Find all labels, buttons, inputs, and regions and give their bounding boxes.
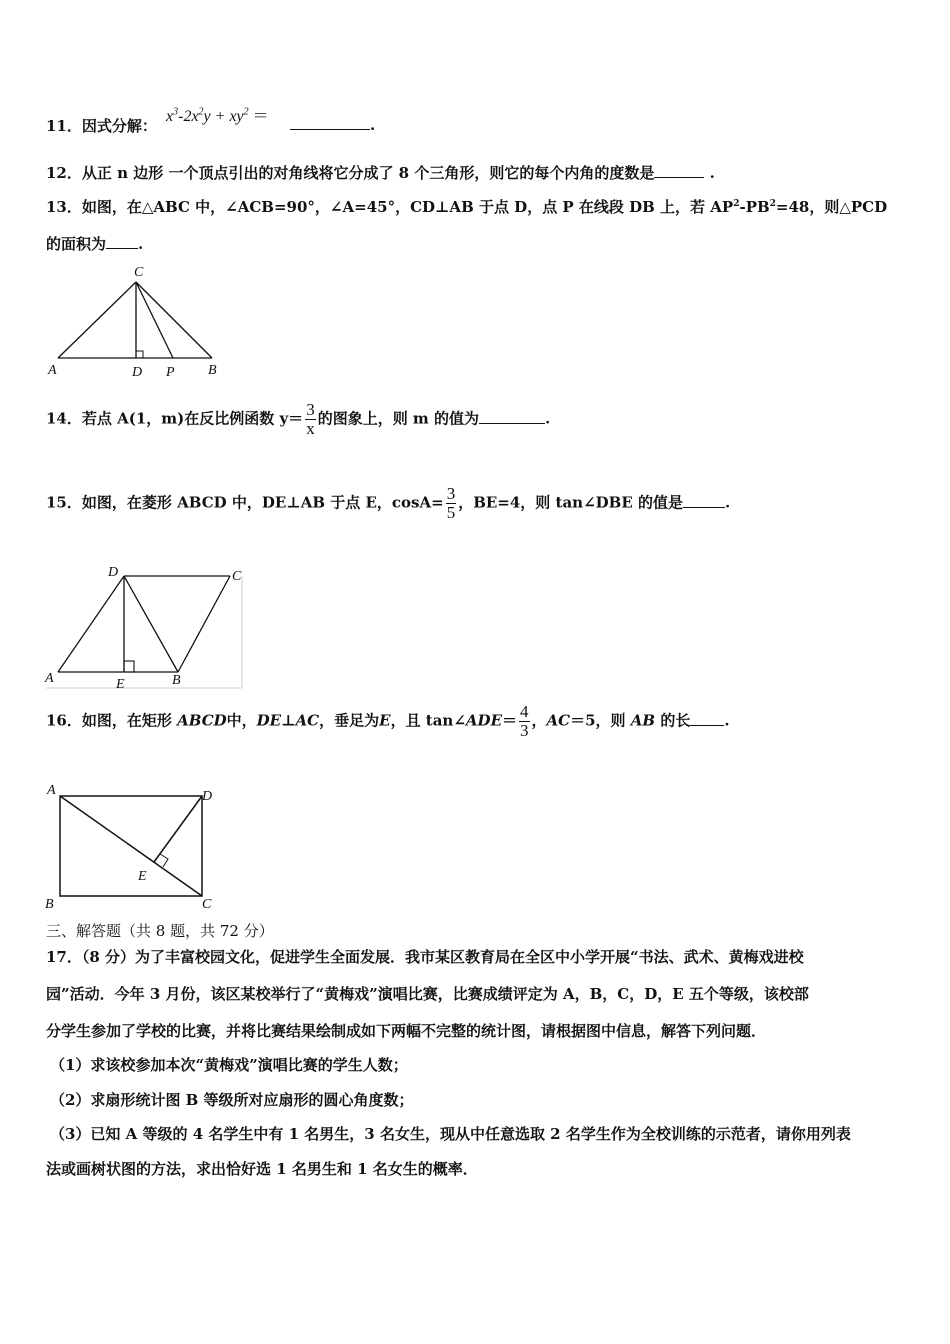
question-17-line2: 园”活动．今年 3 月份，该区某校举行了“黄梅戏”演唱比赛，比赛成绩评定为 A，B，C，D，E 五个等级，该校部	[46, 985, 809, 1003]
q14-answer-blank[interactable]	[479, 409, 545, 424]
question-16: 16．如图，在矩形 ABCD中，DE⊥AC，垂足为E，且 tan∠ADE＝ $\frac{4}{3}$ ，AC＝5，则 AB 的长 .	[46, 702, 730, 740]
segment-ad	[58, 576, 124, 672]
segment-ac	[58, 282, 136, 358]
q11-formula: $x^3-2x^2y + xy^2$ ＝	[166, 106, 269, 125]
q11-answer-blank[interactable]: .	[290, 115, 375, 134]
q15-fraction: $\frac{3}{5}$	[446, 484, 456, 522]
q14-fraction: $\frac{3}{x}$	[306, 400, 315, 438]
label-e: E	[116, 677, 125, 692]
question-17-sub2: （2）求扇形统计图 B 等级所对应扇形的圆心角度数；	[50, 1091, 414, 1109]
segment-cb	[136, 282, 212, 358]
label-d: D	[132, 365, 143, 380]
q16-fraction: $\frac{4}{3}$	[520, 702, 529, 740]
q13-answer-blank[interactable]	[106, 234, 138, 249]
question-17-line1: 17．（8 分）为了丰富校园文化，促进学生全面发展．我市某区教育局在全区中小学开展“书法、武术、黄梅戏进校	[46, 948, 804, 966]
label-c: C	[232, 569, 242, 584]
question-13-line1: 13．如图，在△ABC 中，∠ACB=90°，∠A=45°，CD⊥AB 于点 D，点 P 在线段 DB 上，若 $AP^2-PB^2=48$，则△PCD	[46, 198, 888, 216]
question-11	[46, 115, 157, 136]
question-17-sub3b: 法或画树状图的方法，求出恰好选 1 名男生和 1 名女生的概率．	[46, 1160, 478, 1178]
label-p: P	[166, 365, 175, 380]
figure-15-rhombus	[42, 562, 248, 692]
segment-db	[124, 576, 178, 672]
label-b: B	[172, 673, 181, 688]
question-17-sub3a: （3）已知 A 等级的 4 名学生中有 1 名男生，3 名女生，现从中任意选取 2 名学生作为全校训练的示范者，请你用列表	[50, 1125, 851, 1143]
q16-answer-blank[interactable]	[690, 711, 724, 726]
q12-answer-blank[interactable]	[654, 163, 704, 178]
question-17-sub1: （1）求该校参加本次“黄梅戏”演唱比赛的学生人数；	[50, 1056, 408, 1074]
segment-cb	[178, 576, 230, 672]
label-c: C	[134, 265, 144, 280]
section-3-title: 三、解答题（共 8 题，共 72 分）	[46, 922, 274, 940]
label-a: A	[45, 671, 54, 686]
label-e: E	[138, 869, 147, 884]
label-d: D	[108, 565, 119, 580]
question-17-line3: 分学生参加了学校的比赛，并将比赛结果绘制成如下两幅不完整的统计图，请根据图中信息，解答下列问题．	[46, 1022, 767, 1040]
segment-de	[154, 796, 202, 862]
label-a: A	[47, 783, 56, 798]
label-a: A	[48, 363, 57, 378]
right-angle-mark	[124, 661, 134, 672]
question-12: 12．从正 n 边形 一个顶点引出的对角线将它分成了 8 个三角形，则它的每个内角的度数是 .	[46, 164, 715, 182]
right-angle-mark	[160, 854, 168, 867]
q15-answer-blank[interactable]	[683, 493, 725, 508]
question-15: 15．如图，在菱形 ABCD 中，DE⊥AB 于点 E，cosA= $\frac{3}{5}$ ，BE=4，则 tan∠DBE 的值是 .	[46, 484, 731, 522]
segment-cp	[136, 282, 173, 358]
label-b: B	[45, 897, 54, 910]
question-14: 14．若点 A(1，m)在反比例函数 y＝ $\frac{3}{x}$ 的图象上，则 m 的值为 .	[46, 400, 551, 438]
right-angle-mark	[136, 351, 143, 358]
question-13-line2: 的面积为 .	[46, 235, 144, 253]
figure-16-rectangle	[42, 782, 228, 910]
label-d: D	[202, 789, 213, 804]
diagonal-ac	[60, 796, 202, 896]
label-c: C	[202, 897, 212, 910]
figure-13-triangle	[44, 262, 234, 382]
q11-prefix: 11．因式分解：	[46, 117, 157, 135]
label-b: B	[208, 363, 217, 378]
